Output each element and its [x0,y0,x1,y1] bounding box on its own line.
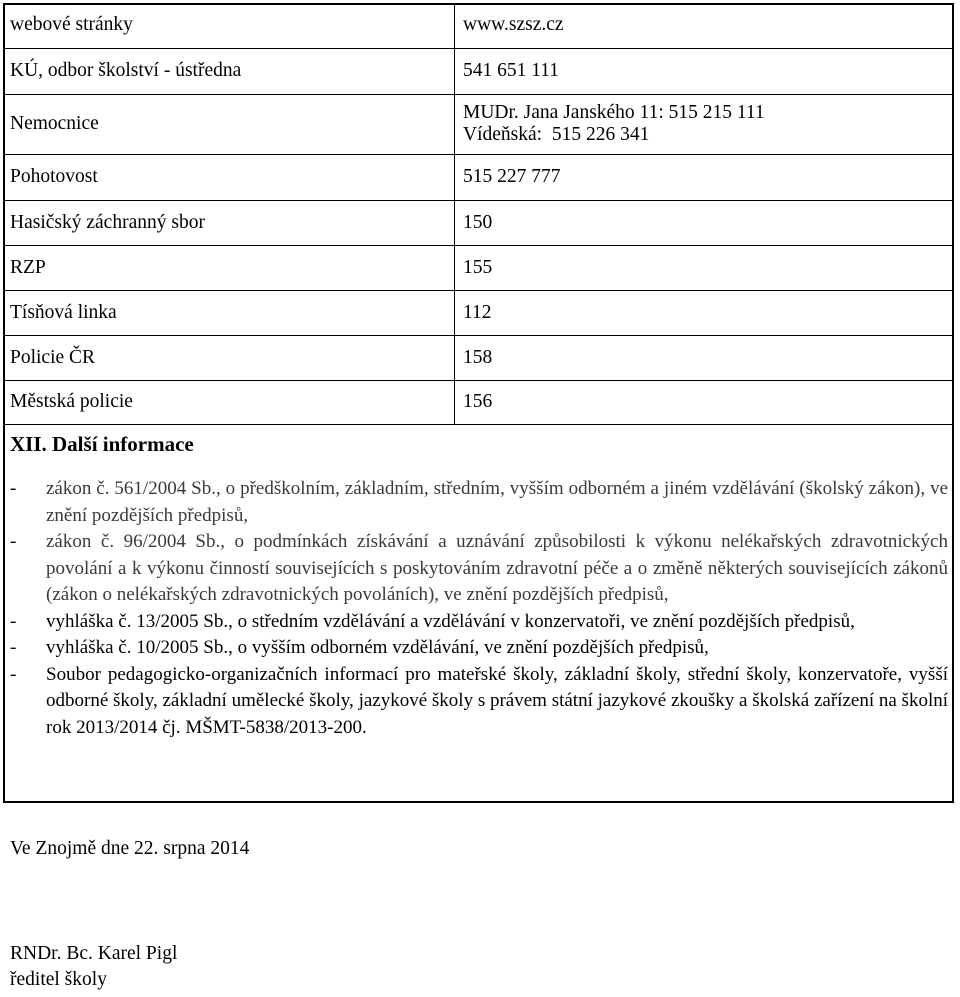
place-date: Ve Znojmě dne 22. srpna 2014 [10,838,250,859]
contact-label: Nemocnice [3,94,455,154]
dash-bullet: - [10,663,17,685]
contact-value: www.szsz.cz [455,3,955,48]
table-row [3,154,954,200]
table-row [3,380,954,424]
list-item [10,529,948,609]
contact-value-line: MUDr. Jana Janského 11: 515 215 111 [463,102,765,123]
list-item [10,662,948,742]
list-item [10,476,948,529]
section-title: Další informace [52,432,194,456]
contact-label: webové stránky [3,3,455,48]
law-ref: zákon č. 561/2004 Sb. [46,478,216,499]
law-text: , o vyšším odborném vzdělávání, ve znění pozdějších předpisů, [228,637,709,658]
contact-value: 112 [455,290,955,335]
contact-value: 155 [455,245,955,290]
contact-label: Policie ČR [3,335,455,380]
list-item [10,609,948,636]
contact-label: RZP [3,245,455,290]
table-row [3,3,954,48]
dash-bullet: - [10,637,17,658]
dash-bullet: - [10,610,17,632]
law-text: Soubor pedagogicko-organizačních informací pro mateřské školy, základní školy, střední školy, konzervatoře, vyšší odborné školy, základní umělecké školy, jazykové školy s právem státní jazykové zkoušky a školská zařízení na školní rok 2013/2014 čj. MŠMT-5838/2013-200. [46,663,948,738]
contact-value [455,94,955,154]
contacts-table [3,3,954,425]
contact-value: 156 [455,380,955,424]
law-list [10,476,948,741]
contact-value-line: Vídeňská: 515 226 341 [463,124,650,145]
contact-value: 158 [455,335,955,380]
law-ref: zákon č. 96/2004 Sb. [46,531,221,552]
contact-label: Městská policie [3,380,455,424]
list-item [10,635,948,662]
contact-value: 541 651 111 [455,48,955,94]
section-number: XII. [10,432,47,456]
table-row [3,94,954,154]
dash-bullet: - [10,531,17,552]
table-row [3,335,954,380]
dash-bullet: - [10,478,17,499]
section-heading [10,432,194,457]
law-text: , o předškolním, základním, středním, vyšším odborném a jiném vzdělávání (školský zákon), ve znění pozdějších předpisů, [46,478,948,526]
contact-label: Hasičský záchranný sbor [3,200,455,245]
table-row [3,290,954,335]
signer-role: ředitel školy [10,969,107,990]
law-ref: vyhláška č. 10/2005 Sb. [46,637,229,658]
contact-label: KÚ, odbor školství - ústředna [3,48,455,94]
table-row [3,200,954,245]
table-row [3,245,954,290]
law-ref: vyhláška č. 13/2005 Sb. [46,610,229,632]
contact-value: 150 [455,200,955,245]
contact-value: 515 227 777 [455,154,955,200]
signer-name: RNDr. Bc. Karel Pigl [10,943,178,964]
contact-label: Tísňová linka [3,290,455,335]
law-text: , o středním vzdělávání a vzdělávání v konzervatoři, ve znění pozdějších předpisů, [228,610,855,632]
law-text: , o podmínkách získávání a uznávání způsobilosti k výkonu nelékařských zdravotnických povolání a k výkonu činností souvisejících s poskytováním zdravotní péče a o změně některých souvisejících zákonů (zákon o nelékařských zdravotnických povoláních), ve znění pozdějších předpisů, [46,531,948,605]
contact-label: Pohotovost [3,154,455,200]
table-row [3,48,954,94]
